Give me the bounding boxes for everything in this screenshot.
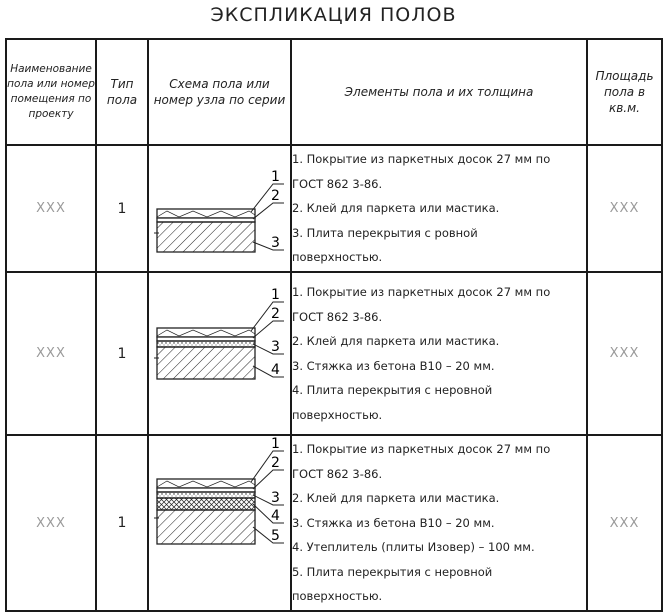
screed-layer	[157, 341, 255, 347]
layer-label: 2	[271, 188, 280, 204]
layer-label: 2	[271, 306, 280, 322]
slab-layer	[157, 347, 255, 379]
layer-label: 2	[271, 455, 280, 471]
element-line: 2. Клей для паркета или мастика.	[292, 491, 500, 506]
slab-layer	[157, 222, 255, 252]
floor-scheme-diagram	[148, 145, 291, 272]
table-row	[6, 435, 662, 611]
layer-label: 3	[271, 490, 280, 506]
layer-label: 1	[271, 169, 280, 185]
floor-elements	[291, 272, 587, 435]
header-name: Наименование пола или номер помещения по проекту	[6, 39, 96, 145]
layer-label: 1	[271, 287, 280, 303]
table-row	[6, 272, 662, 435]
element-line: 3. Стяжка из бетона В10 – 20 мм.	[292, 515, 495, 530]
layer-label: 3	[271, 235, 280, 251]
floor-area: XXX	[587, 435, 662, 611]
layer-label: 4	[271, 362, 280, 378]
element-line: 1. Покрытие из паркетных досок 27 мм по	[292, 442, 551, 457]
layer-label: 4	[271, 508, 280, 524]
floor-type: 1	[96, 435, 148, 611]
floor-area: XXX	[587, 272, 662, 435]
floor-name: XXX	[6, 145, 96, 272]
explication-table	[5, 38, 663, 612]
floor-name: XXX	[6, 435, 96, 611]
element-line: ГОСТ 862 3-86.	[292, 176, 383, 191]
header-scheme: Схема пола или номер узла по серии	[148, 39, 291, 145]
parquet-layer	[157, 328, 255, 337]
element-line: 2. Клей для паркета или мастика.	[292, 201, 500, 216]
floor-elements	[291, 435, 587, 611]
element-line: 4. Утеплитель (плиты Изовер) – 100 мм.	[292, 540, 535, 555]
element-line: ГОСТ 862 3-86.	[292, 309, 383, 324]
layer-label: 3	[271, 339, 280, 355]
element-line: 1. Покрытие из паркетных досок 27 мм по	[292, 152, 551, 167]
element-line: поверхностью.	[292, 250, 383, 265]
floor-name: XXX	[6, 272, 96, 435]
screed-layer	[157, 492, 255, 498]
layer-label: 1	[271, 437, 280, 452]
element-line: поверхностью.	[292, 407, 383, 422]
element-line: 3. Стяжка из бетона В10 – 20 мм.	[292, 358, 495, 373]
header-type: Тип пола	[96, 39, 148, 145]
floor-type: 1	[96, 272, 148, 435]
element-line: 3. Плита перекрытия с ровной	[292, 225, 478, 240]
floor-elements	[291, 145, 587, 272]
header-row	[6, 39, 662, 145]
element-line: 2. Клей для паркета или мастика.	[292, 334, 500, 348]
slab-layer	[157, 510, 255, 544]
element-line: 1. Покрытие из паркетных досок 27 мм по	[292, 285, 551, 299]
floor-scheme-diagram	[148, 435, 291, 611]
floor-area: XXX	[587, 145, 662, 272]
page-title: ЭКСПЛИКАЦИЯ ПОЛОВ	[210, 4, 457, 26]
parquet-layer	[157, 479, 255, 488]
parquet-layer	[157, 209, 255, 218]
insulation-layer	[157, 498, 255, 510]
floor-scheme-diagram	[148, 272, 291, 435]
floor-type: 1	[96, 145, 148, 272]
element-line: 4. Плита перекрытия с неровной	[292, 383, 493, 397]
header-area: Площадь пола в кв.м.	[587, 39, 662, 145]
element-line: 5. Плита перекрытия с неровной	[292, 564, 493, 579]
element-line: ГОСТ 862 3-86.	[292, 466, 383, 481]
layer-label: 5	[271, 528, 280, 544]
table-row	[6, 145, 662, 272]
element-line: поверхностью.	[292, 589, 383, 604]
header-elements: Элементы пола и их толщина	[291, 39, 587, 145]
